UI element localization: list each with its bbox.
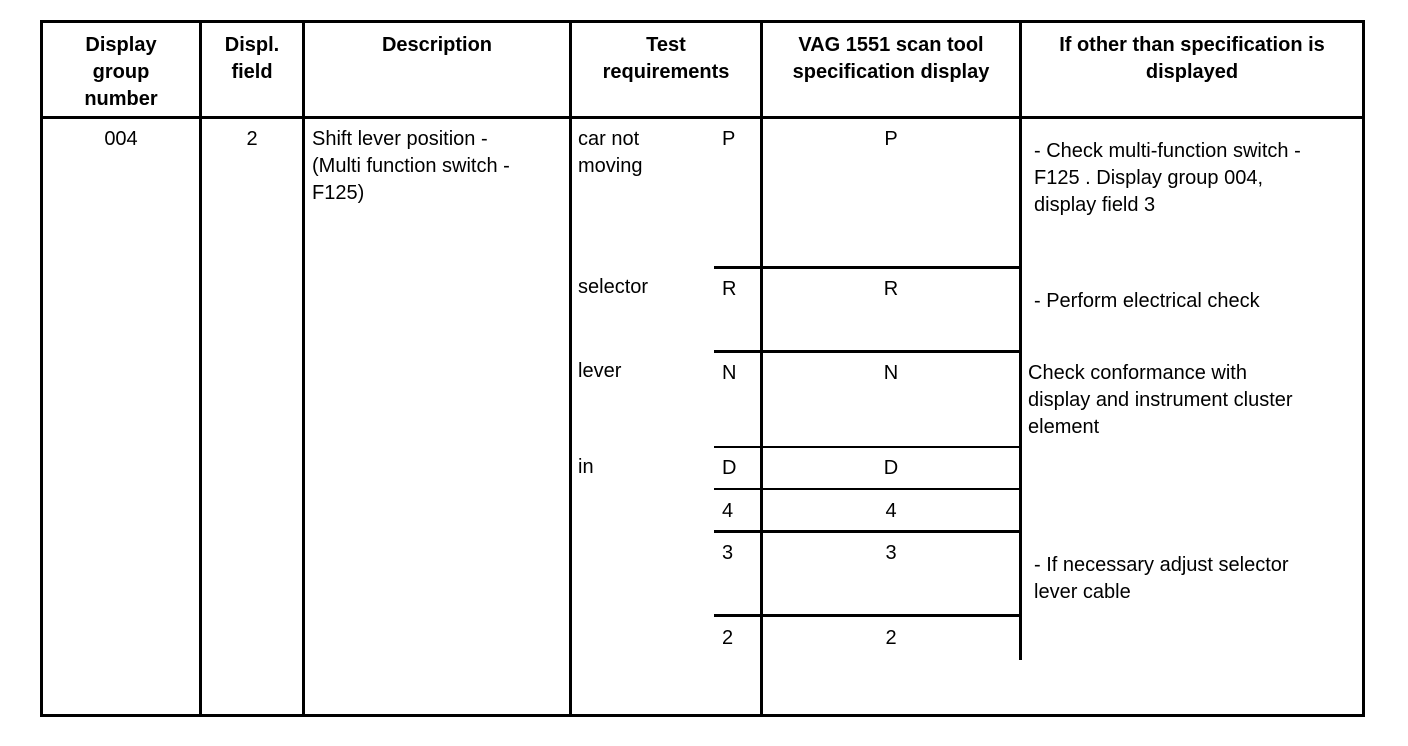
position-label: N: [722, 362, 737, 384]
column-divider: [199, 20, 202, 717]
position-label: D: [722, 457, 737, 479]
cell-displ-field: 2: [246, 128, 258, 150]
column-divider: [302, 20, 305, 717]
row-separator-n-d: [714, 446, 1022, 448]
spec-table: [40, 20, 1365, 717]
condition-text: selector: [578, 276, 649, 298]
position-label: P: [722, 128, 736, 150]
condition-text: lever: [578, 360, 622, 382]
spec-value: N: [883, 362, 899, 384]
spec-value: D: [883, 457, 899, 479]
row-separator-4-3: [714, 530, 1022, 533]
position-label: 3: [722, 542, 734, 564]
remedy-text: - Perform electrical check: [1034, 290, 1260, 312]
header-display-group-number: Display group number: [84, 34, 158, 110]
remedy-text: - Check multi-function switch - F125 . Display group 004, display field 3: [1034, 140, 1301, 216]
column-divider: [1019, 20, 1022, 660]
table-border-top: [40, 20, 1365, 23]
table-border-bottom: [40, 714, 1365, 717]
remedy-text: - If necessary adjust selector lever cable: [1034, 554, 1289, 603]
spec-value: 3: [885, 542, 897, 564]
row-separator-3-2: [714, 614, 1022, 617]
spec-value: P: [884, 128, 898, 150]
header-if-other: If other than specification is displayed: [1059, 34, 1325, 83]
condition-text: in: [578, 456, 594, 478]
spec-value: 4: [885, 500, 897, 522]
position-label: 4: [722, 500, 734, 522]
condition-text: car not moving: [578, 128, 643, 177]
header-test-requirements: Test requirements: [602, 34, 730, 83]
header-spec-display: VAG 1551 scan tool specification display: [792, 34, 990, 83]
cell-group-number: 004: [104, 128, 138, 150]
header-displ-field: Displ. field: [224, 34, 280, 83]
table-border-right: [1362, 20, 1365, 717]
row-separator-p-r: [714, 266, 1022, 269]
header-separator: [40, 116, 1365, 119]
header-description: Description: [381, 34, 493, 56]
position-label: R: [722, 278, 737, 300]
row-separator-d-4: [714, 488, 1022, 490]
position-label: 2: [722, 627, 734, 649]
spec-value: 2: [885, 627, 897, 649]
spec-value: R: [883, 278, 899, 300]
remedy-text: Check conformance with display and instrument cluster element: [1028, 362, 1293, 438]
cell-description: Shift lever position - (Multi function switch - F125): [312, 128, 510, 204]
table-border-left: [40, 20, 43, 717]
row-separator-r-n: [714, 350, 1022, 353]
column-divider: [569, 20, 572, 717]
